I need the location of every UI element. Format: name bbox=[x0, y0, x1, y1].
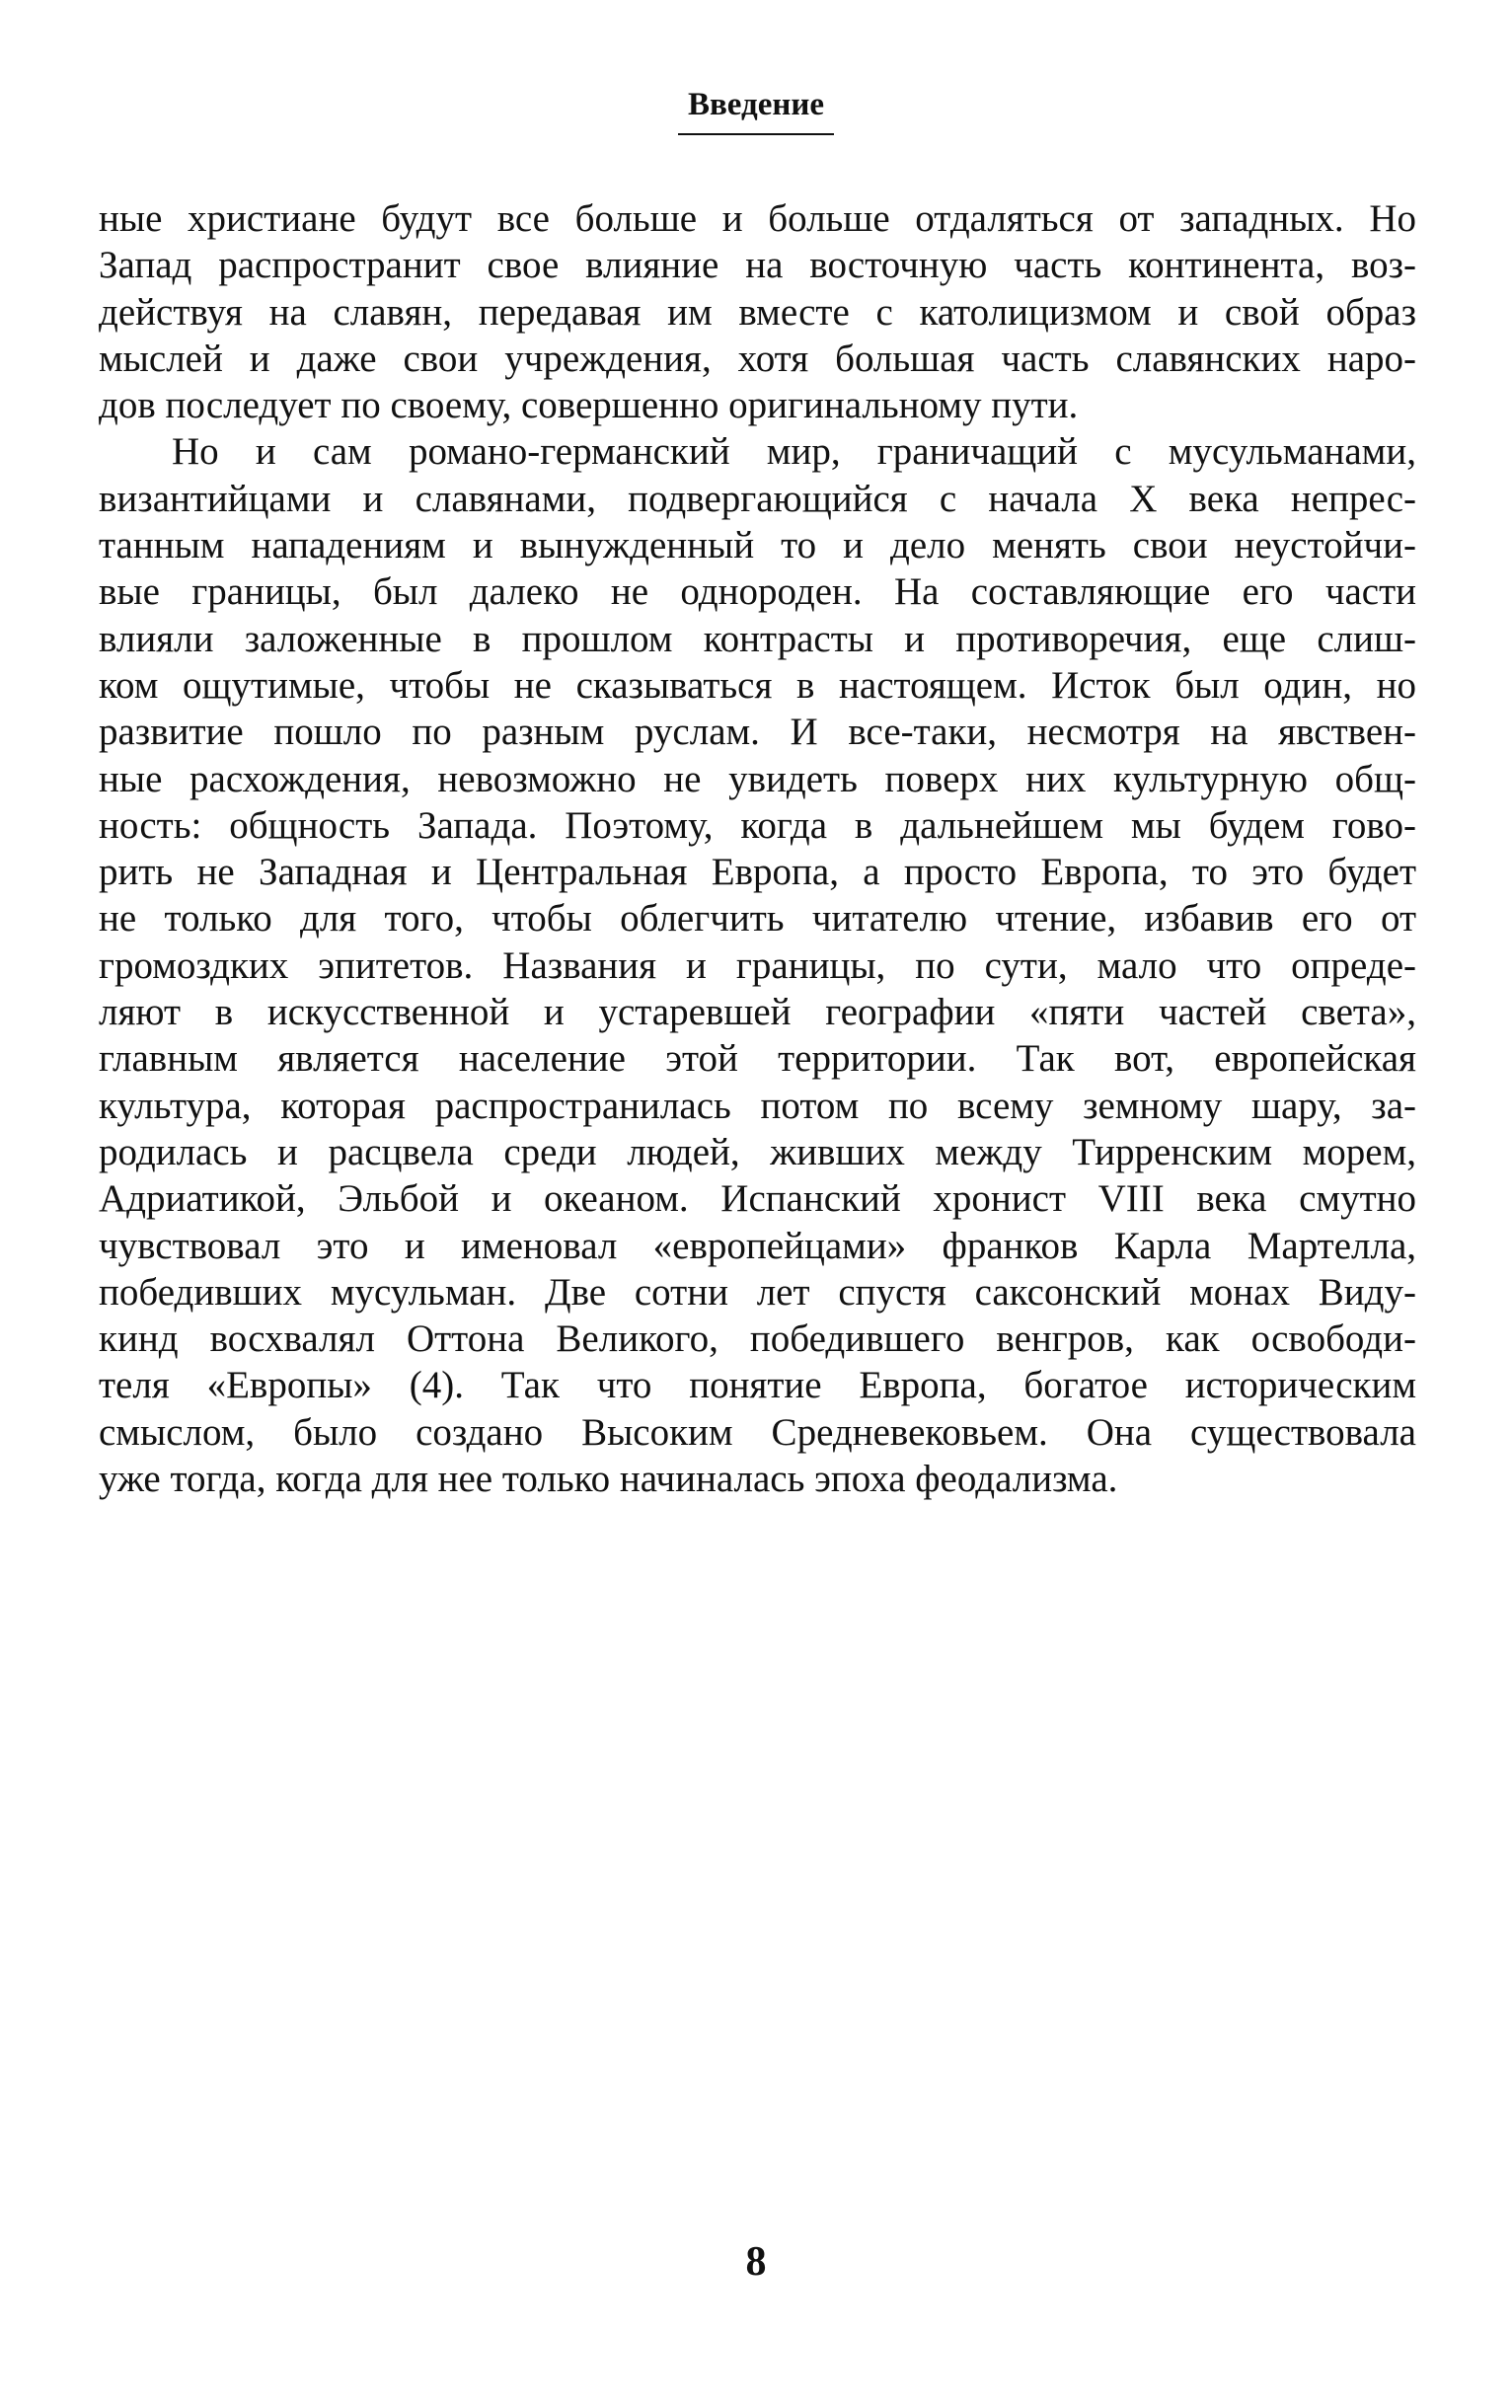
running-head-title: Введение bbox=[678, 87, 834, 135]
text-line: византийцами и славянами, подвергающийся с начала X века непрес- bbox=[99, 477, 1416, 520]
text-line: чувствовал это и именовал «европейцами» франков Карла Мартелла, bbox=[99, 1224, 1416, 1267]
text-line: вые границы, был далеко не однороден. На составляющие его части bbox=[99, 570, 1416, 614]
text-line: смыслом, было создано Высоким Средневековьем. Она существовала bbox=[99, 1410, 1416, 1454]
text-line: рить не Западная и Центральная Европа, а просто Европа, то это будет bbox=[99, 851, 1416, 894]
text-line: танным нападениям и вынужденный то и дело менять свои неустойчи- bbox=[99, 524, 1416, 567]
text-line: влияли заложенные в прошлом контрасты и противоречия, еще слиш- bbox=[99, 617, 1416, 660]
text-line: не только для того, чтобы облегчить читателю чтение, избавив его от bbox=[99, 897, 1416, 941]
text-line: мыслей и даже свои учреждения, хотя большая часть славянских наро- bbox=[99, 337, 1416, 380]
text-line: победивших мусульман. Две сотни лет спустя саксонский монах Виду- bbox=[99, 1270, 1416, 1314]
text-line: ность: общность Запада. Поэтому, когда в дальнейшем мы будем гово- bbox=[99, 803, 1416, 847]
text-line: Запад распространит свое влияние на восточную часть континента, воз- bbox=[99, 244, 1416, 287]
text-line: громоздких эпитетов. Названия и границы, по сути, мало что опреде- bbox=[99, 943, 1416, 987]
text-line: дов последует по своему, совершенно оригинальному пути. bbox=[99, 384, 1079, 427]
text-line: развитие пошло по разным руслам. И все-таки, несмотря на явствен- bbox=[99, 711, 1416, 754]
text-line: ные христиане будут все больше и больше отдаляться от западных. Но bbox=[99, 197, 1416, 240]
text-line: Но и сам романо-германский мир, граничащий с мусульманами, bbox=[172, 430, 1416, 474]
text-line: родилась и расцвела среди людей, живших между Тирренским морем, bbox=[99, 1130, 1416, 1173]
running-head bbox=[0, 87, 1512, 135]
paragraph-2 bbox=[99, 428, 1416, 1502]
text-line: ком ощутимые, чтобы не сказываться в настоящем. Исток был один, но bbox=[99, 663, 1416, 707]
text-line: культура, которая распространилась потом по всему земному шару, за- bbox=[99, 1084, 1416, 1127]
paragraph-1 bbox=[99, 195, 1416, 428]
text-line: ляют в искусственной и устаревшей географии «пяти частей света», bbox=[99, 991, 1416, 1034]
text-line: уже тогда, когда для нее только начиналась эпоха феодализма. bbox=[99, 1458, 1118, 1501]
text-line: ные расхождения, невозможно не увидеть поверх них культурную общ- bbox=[99, 757, 1416, 800]
text-line: главным является население этой территории. Так вот, европейская bbox=[99, 1037, 1416, 1081]
text-line: Адриатикой, Эльбой и океаном. Испанский хронист VIII века смутно bbox=[99, 1177, 1416, 1221]
text-line: кинд восхвалял Оттона Великого, победившего венгров, как освободи- bbox=[99, 1317, 1416, 1361]
body-text bbox=[99, 195, 1416, 1502]
text-line: теля «Европы» (4). Так что понятие Европа, богатое историческим bbox=[99, 1364, 1416, 1407]
text-line: действуя на славян, передавая им вместе с католицизмом и свой образ bbox=[99, 290, 1416, 334]
page-number: 8 bbox=[745, 2239, 767, 2285]
